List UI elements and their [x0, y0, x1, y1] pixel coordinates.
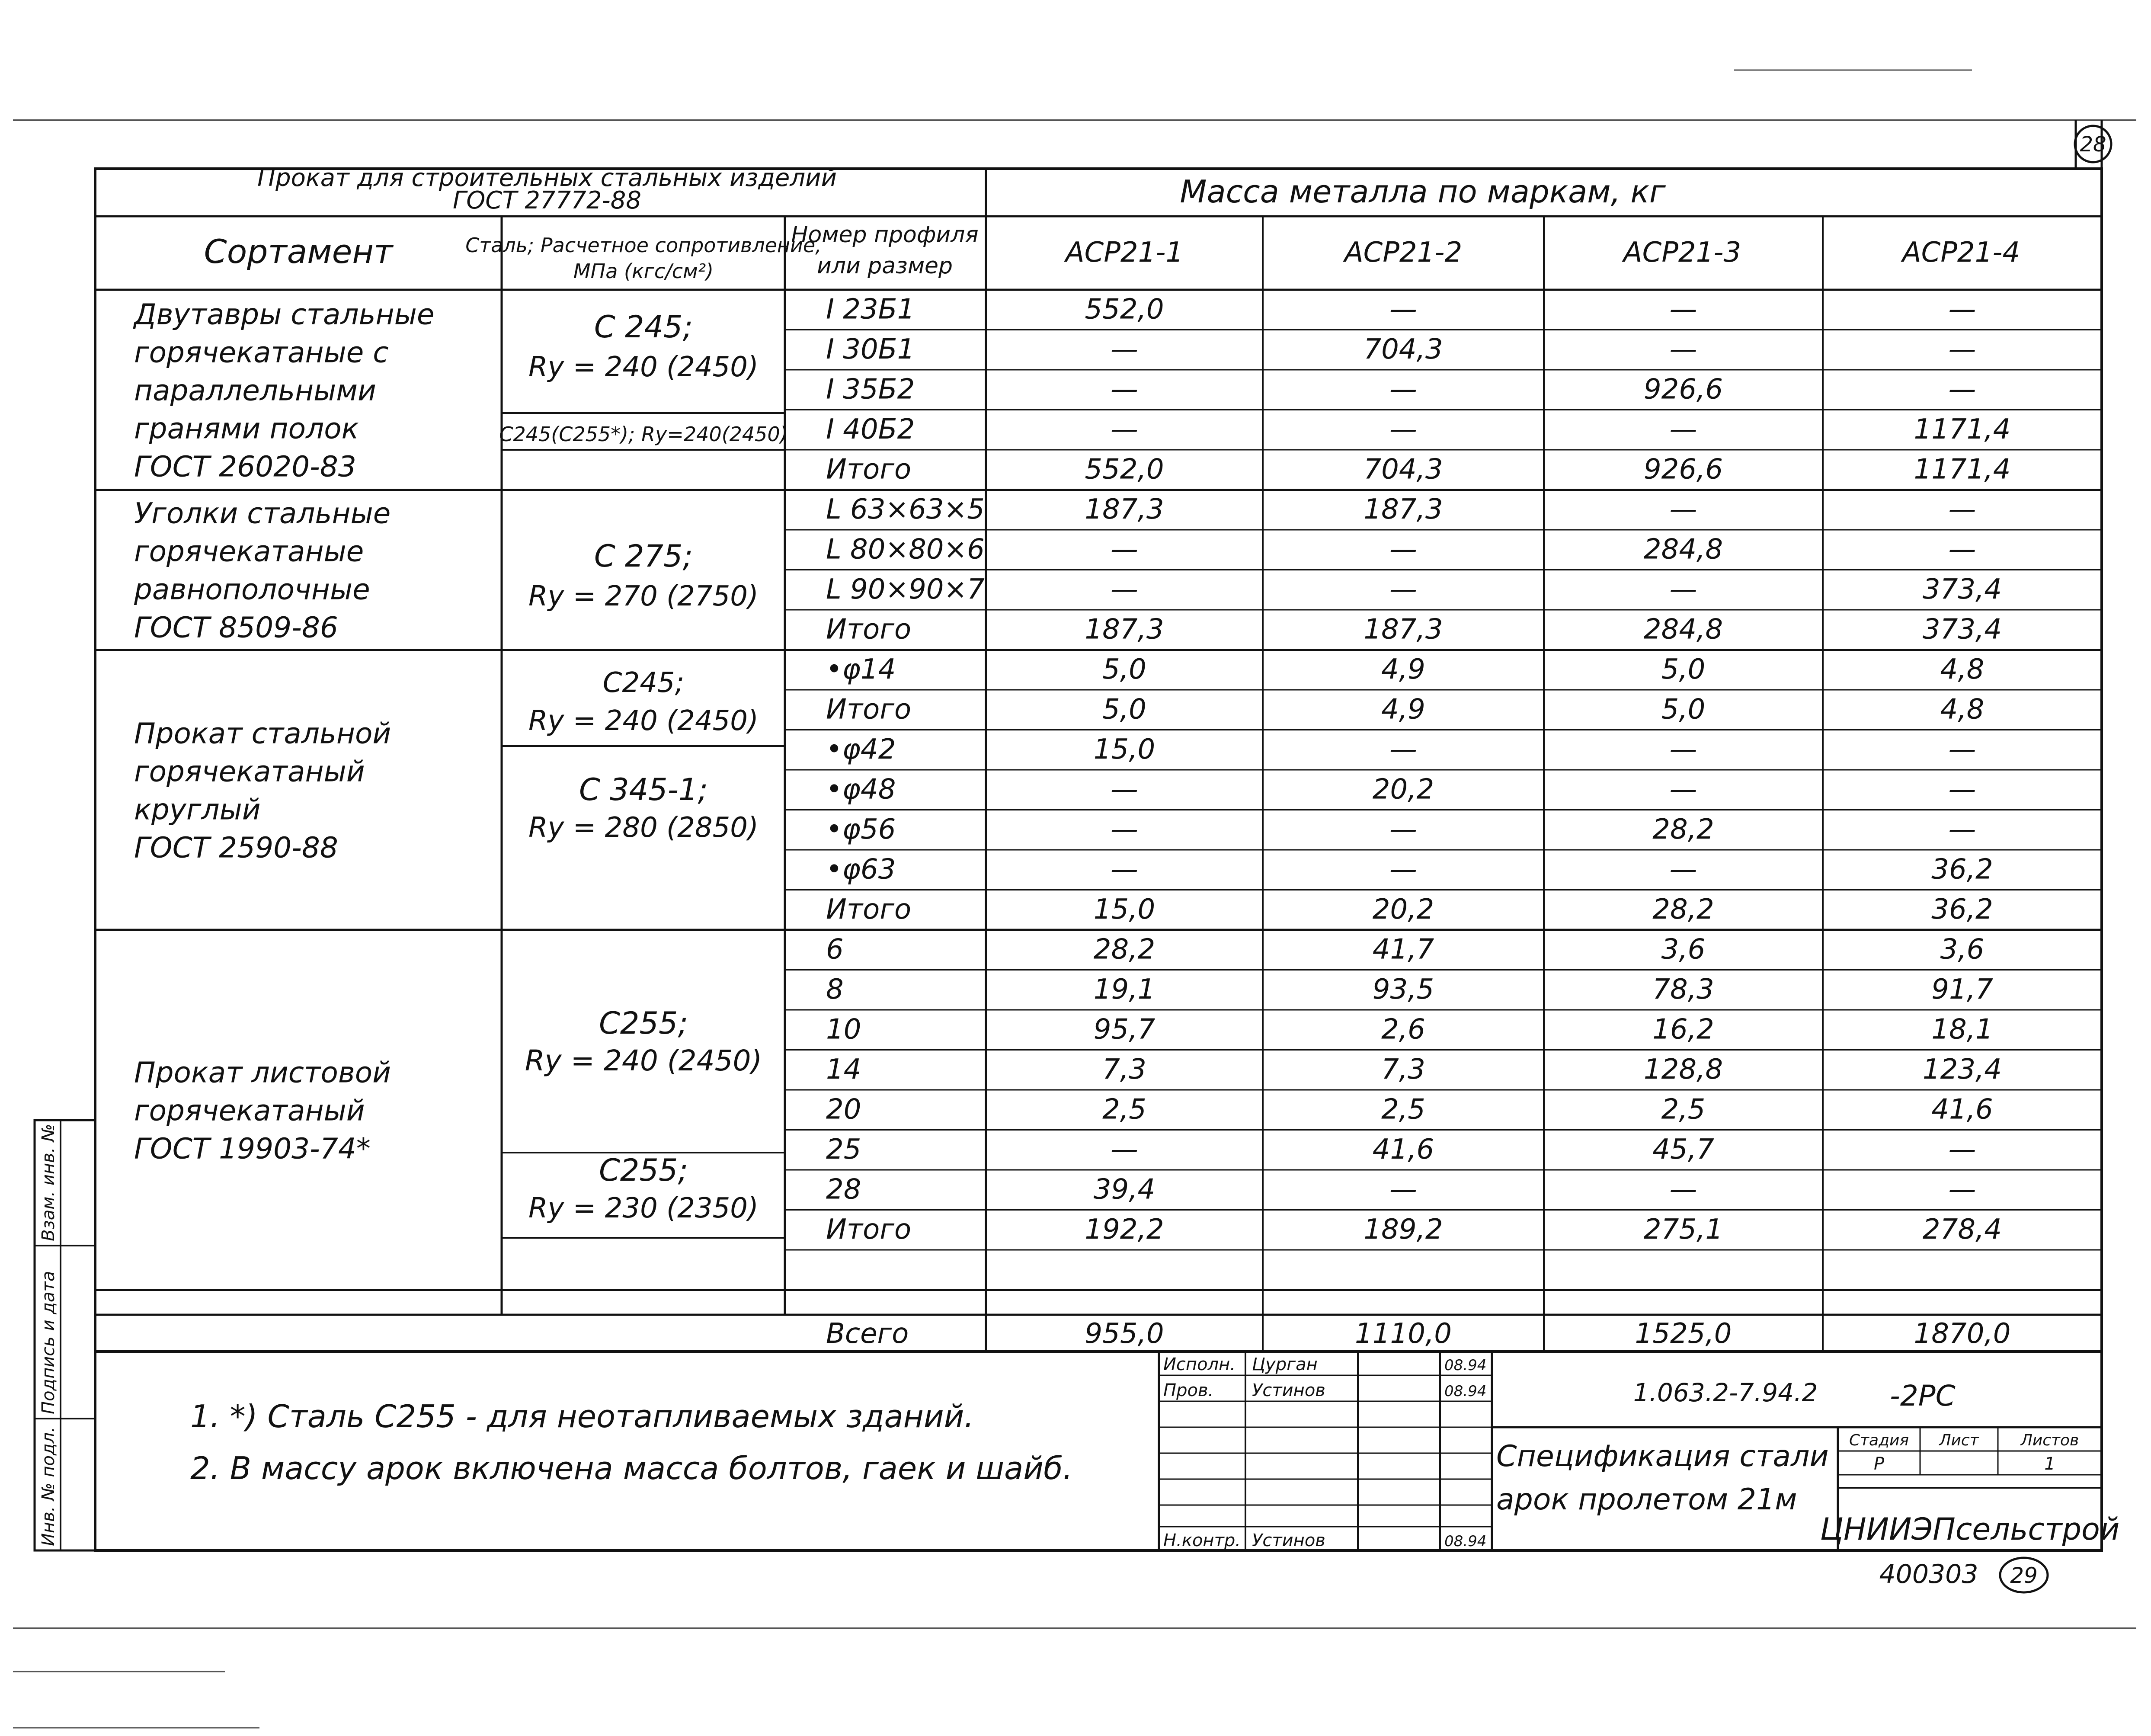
- mass-value: —: [1389, 293, 1417, 326]
- mass-value: 926,6: [1643, 373, 1723, 406]
- side-stamp-vzam: Взам. инв. №: [38, 1124, 58, 1241]
- total-value: 1110,0: [1355, 1318, 1452, 1350]
- steel-grade: С255;: [599, 1153, 688, 1188]
- mass-value: 284,8: [1643, 613, 1723, 646]
- note-2: 2. В массу арок включена масса болтов, гаек и шайб.: [190, 1450, 1073, 1486]
- steel-grade: С 245;: [594, 309, 693, 345]
- side-stamp-inv: Инв. № подл.: [38, 1427, 58, 1546]
- profile-label: I 35Б2: [826, 373, 915, 406]
- subtotal-label: Итого: [826, 453, 912, 486]
- mass-value: —: [1111, 773, 1138, 806]
- mark-1: АСР21-1: [1065, 237, 1184, 269]
- sortament-text: равнополочные: [134, 573, 370, 606]
- date-prov: 08.94: [1444, 1383, 1487, 1400]
- steel-resistance: Ry = 280 (2850): [528, 812, 759, 844]
- mass-value: 284,8: [1643, 533, 1723, 566]
- profile-label: I 40Б2: [826, 413, 915, 446]
- mark-4: АСР21-4: [1902, 237, 2020, 269]
- mass-value: —: [1111, 373, 1138, 406]
- profile-label: •φ56: [826, 814, 896, 846]
- doc-title-2: арок пролетом 21м: [1496, 1483, 1797, 1517]
- mass-value: 20,2: [1372, 773, 1434, 806]
- mass-value: —: [1389, 373, 1417, 406]
- mass-value: 373,4: [1922, 573, 2002, 606]
- subtotal-label: Итого: [826, 613, 912, 646]
- mass-title: Масса металла по маркам, кг: [1180, 173, 1666, 210]
- mass-value: —: [1389, 1173, 1417, 1206]
- mass-value: 16,2: [1652, 1013, 1714, 1046]
- mass-value: —: [1669, 573, 1697, 606]
- mass-value: 128,8: [1643, 1054, 1723, 1086]
- mass-value: 91,7: [1931, 974, 1993, 1006]
- profile-label: 20: [826, 1093, 861, 1126]
- prokat-title: Прокат для строительных стальных изделий: [257, 164, 837, 192]
- col-profile-sub: или размер: [816, 253, 953, 279]
- mass-value: 189,2: [1364, 1214, 1443, 1246]
- mass-value: —: [1389, 733, 1417, 766]
- mass-value: 39,4: [1093, 1173, 1156, 1206]
- page-number: 28: [2080, 132, 2106, 157]
- mass-value: —: [1389, 533, 1417, 566]
- sortament-text: Уголки стальные: [134, 496, 391, 530]
- mass-value: —: [1948, 814, 1976, 846]
- subtotal-label: Итого: [826, 894, 912, 926]
- mass-value: —: [1948, 733, 1976, 766]
- role-isp: Исполн.: [1163, 1355, 1236, 1374]
- mass-value: 28,2: [1652, 894, 1714, 926]
- total-value: 955,0: [1085, 1318, 1164, 1350]
- mass-value: 373,4: [1922, 613, 2002, 646]
- mass-value: —: [1948, 493, 1976, 526]
- mass-value: 278,4: [1922, 1214, 2002, 1246]
- date-nkontr: 08.94: [1444, 1533, 1487, 1550]
- mass-value: 15,0: [1093, 733, 1156, 766]
- steel-spec-table: [95, 169, 2102, 1352]
- sortament-text: Прокат листовой: [134, 1056, 391, 1089]
- mass-value: 275,1: [1643, 1214, 1723, 1246]
- mass-value: 187,3: [1364, 613, 1443, 646]
- mass-value: 4,8: [1940, 653, 1985, 686]
- profile-label: 8: [826, 974, 844, 1006]
- sortament-text: ГОСТ 8509-86: [134, 611, 338, 644]
- mass-value: 5,0: [1661, 693, 1706, 726]
- col-sortament: Сортамент: [204, 232, 393, 271]
- profile-label: 14: [826, 1054, 861, 1086]
- mass-value: 41,7: [1372, 933, 1434, 966]
- mass-value: 18,1: [1931, 1013, 1993, 1046]
- mass-value: 1171,4: [1914, 413, 2011, 446]
- mass-value: —: [1948, 1134, 1976, 1166]
- profile-label: •φ14: [826, 653, 896, 686]
- name-prov: Устинов: [1252, 1380, 1325, 1400]
- mass-value: 552,0: [1085, 293, 1164, 326]
- stadia-label: Стадия: [1849, 1432, 1909, 1449]
- mass-value: —: [1111, 814, 1138, 846]
- sortament-text: горячекатаные с: [134, 336, 389, 369]
- total-value: 1870,0: [1914, 1318, 2011, 1350]
- profile-label: I 23Б1: [826, 293, 915, 326]
- sortament-text: Прокат стальной: [134, 717, 391, 750]
- sortament-text: ГОСТ 26020-83: [134, 450, 356, 484]
- mass-value: 2,5: [1102, 1093, 1146, 1126]
- mass-value: —: [1669, 1173, 1697, 1206]
- mass-value: 187,3: [1085, 493, 1164, 526]
- sortament-text: горячекатаные: [134, 535, 364, 568]
- mass-value: —: [1669, 773, 1697, 806]
- sortament-text: горячекатаный: [134, 1094, 365, 1127]
- name-nkontr: Устинов: [1252, 1531, 1325, 1550]
- mass-value: —: [1669, 293, 1697, 326]
- side-stamp-sign: Подпись и дата: [38, 1271, 58, 1414]
- subtotal-label: Итого: [826, 1214, 912, 1246]
- mass-value: —: [1389, 573, 1417, 606]
- mass-value: 41,6: [1372, 1134, 1434, 1166]
- mass-value: —: [1948, 533, 1976, 566]
- org-name: ЦНИИЭПсельстрой: [1820, 1512, 2120, 1547]
- mass-value: 28,2: [1093, 933, 1156, 966]
- mass-value: —: [1948, 1173, 1976, 1206]
- mass-value: 2,5: [1381, 1093, 1425, 1126]
- mass-value: 704,3: [1364, 453, 1443, 486]
- col-steel: Сталь; Расчетное сопротивление,: [465, 234, 822, 257]
- mass-value: 5,0: [1102, 693, 1146, 726]
- doc-title-1: Спецификация стали: [1496, 1439, 1829, 1473]
- subtotal-label: Итого: [826, 693, 912, 726]
- profile-label: 28: [826, 1173, 861, 1206]
- mass-value: 2,6: [1381, 1013, 1425, 1046]
- mass-value: —: [1669, 733, 1697, 766]
- mass-value: —: [1948, 333, 1976, 366]
- sortament-text: круглый: [134, 793, 261, 826]
- mass-value: —: [1111, 1134, 1138, 1166]
- mass-value: 45,7: [1652, 1134, 1714, 1166]
- mass-value: 552,0: [1085, 453, 1164, 486]
- date-isp: 08.94: [1444, 1357, 1487, 1374]
- mass-value: —: [1669, 493, 1697, 526]
- sortament-text: ГОСТ 19903-74*: [134, 1132, 371, 1166]
- doc-suffix: -2РС: [1890, 1379, 1956, 1413]
- steel-resistance: Ry = 240 (2450): [528, 351, 759, 383]
- mass-value: —: [1111, 533, 1138, 566]
- steel-resistance: Ry = 230 (2350): [528, 1192, 759, 1224]
- mass-value: 3,6: [1940, 933, 1985, 966]
- mass-value: —: [1948, 373, 1976, 406]
- mass-value: 78,3: [1652, 974, 1714, 1006]
- profile-label: •φ42: [826, 733, 896, 766]
- mass-value: —: [1389, 853, 1417, 886]
- total-label: Всего: [826, 1318, 909, 1350]
- note-1: 1. *) Сталь С255 - для неотапливаемых зданий.: [190, 1398, 974, 1435]
- archive-number: 400303: [1879, 1559, 1978, 1589]
- mass-value: 7,3: [1102, 1054, 1146, 1086]
- sortament-text: гранями полок: [134, 412, 359, 445]
- sortament-text: ГОСТ 2590-88: [134, 831, 338, 865]
- archive-sheet: 29: [2010, 1563, 2038, 1588]
- stadia-value: Р: [1873, 1454, 1885, 1474]
- doc-code: 1.063.2-7.94.2: [1633, 1378, 1818, 1407]
- steel-resistance: Ry = 240 (2450): [528, 705, 759, 737]
- prokat-gost: ГОСТ 27772-88: [453, 186, 641, 215]
- profile-label: 10: [826, 1013, 861, 1046]
- mass-value: 192,2: [1085, 1214, 1164, 1246]
- steel-resistance: Ry = 270 (2750): [528, 580, 759, 612]
- mass-value: 5,0: [1661, 653, 1706, 686]
- steel-grade: С 275;: [594, 538, 693, 574]
- mass-value: 3,6: [1661, 933, 1706, 966]
- steel-grade-alt: С245(С255*); Ry=240(2450): [499, 423, 788, 446]
- profile-label: 25: [826, 1134, 861, 1166]
- sortament-text: Двутавры стальные: [134, 298, 435, 331]
- profile-label: L 63×63×5: [826, 493, 985, 526]
- profile-label: •φ63: [826, 853, 896, 886]
- mass-value: 5,0: [1102, 653, 1146, 686]
- col-profile: Номер профиля: [791, 222, 979, 248]
- mass-value: —: [1669, 333, 1697, 366]
- mass-value: —: [1948, 293, 1976, 326]
- mass-value: —: [1111, 853, 1138, 886]
- mass-value: 95,7: [1093, 1013, 1156, 1046]
- mass-value: 7,3: [1381, 1054, 1425, 1086]
- profile-label: L 80×80×6: [826, 533, 985, 566]
- steel-resistance: Ry = 240 (2450): [525, 1044, 762, 1077]
- mass-value: 28,2: [1652, 814, 1714, 846]
- total-value: 1525,0: [1635, 1318, 1732, 1350]
- mass-value: 93,5: [1372, 974, 1434, 1006]
- list-label: Лист: [1939, 1432, 1979, 1449]
- mass-value: —: [1111, 333, 1138, 366]
- profile-label: L 90×90×7: [826, 573, 985, 606]
- role-prov: Пров.: [1163, 1380, 1214, 1400]
- listov-label: Листов: [2020, 1432, 2079, 1449]
- mass-value: 41,6: [1931, 1093, 1993, 1126]
- mass-value: 704,3: [1364, 333, 1443, 366]
- mass-value: 19,1: [1093, 974, 1156, 1006]
- mass-value: —: [1669, 413, 1697, 446]
- mark-2: АСР21-2: [1344, 237, 1463, 269]
- mass-value: 123,4: [1922, 1054, 2002, 1086]
- mass-value: 926,6: [1643, 453, 1723, 486]
- mass-value: 36,2: [1931, 853, 1993, 886]
- steel-grade: С 345-1;: [579, 772, 708, 807]
- mass-value: 1171,4: [1914, 453, 2011, 486]
- profile-label: I 30Б1: [826, 333, 915, 366]
- steel-grade: С245;: [602, 667, 685, 699]
- sortament-text: параллельными: [134, 374, 376, 407]
- mass-value: —: [1669, 853, 1697, 886]
- listov-value: 1: [2044, 1454, 2055, 1474]
- mass-value: 20,2: [1372, 894, 1434, 926]
- mass-value: 4,9: [1381, 653, 1425, 686]
- mass-value: 2,5: [1661, 1093, 1706, 1126]
- steel-grade: С255;: [599, 1006, 688, 1041]
- mass-value: 15,0: [1093, 894, 1156, 926]
- role-nkontr: Н.контр.: [1163, 1531, 1241, 1550]
- mark-3: АСР21-3: [1623, 237, 1741, 269]
- sortament-text: горячекатаный: [134, 755, 365, 788]
- mass-value: 36,2: [1931, 894, 1993, 926]
- mass-value: —: [1389, 814, 1417, 846]
- mass-value: 187,3: [1364, 493, 1443, 526]
- name-isp: Цурган: [1252, 1355, 1318, 1374]
- mass-value: —: [1111, 413, 1138, 446]
- mass-value: —: [1948, 773, 1976, 806]
- mass-value: 4,8: [1940, 693, 1985, 726]
- col-steel-units: МПа (кгс/см²): [573, 259, 714, 283]
- mass-value: 4,9: [1381, 693, 1425, 726]
- mass-value: 187,3: [1085, 613, 1164, 646]
- profile-label: •φ48: [826, 773, 896, 806]
- mass-value: —: [1389, 413, 1417, 446]
- profile-label: 6: [826, 933, 844, 966]
- mass-value: —: [1111, 573, 1138, 606]
